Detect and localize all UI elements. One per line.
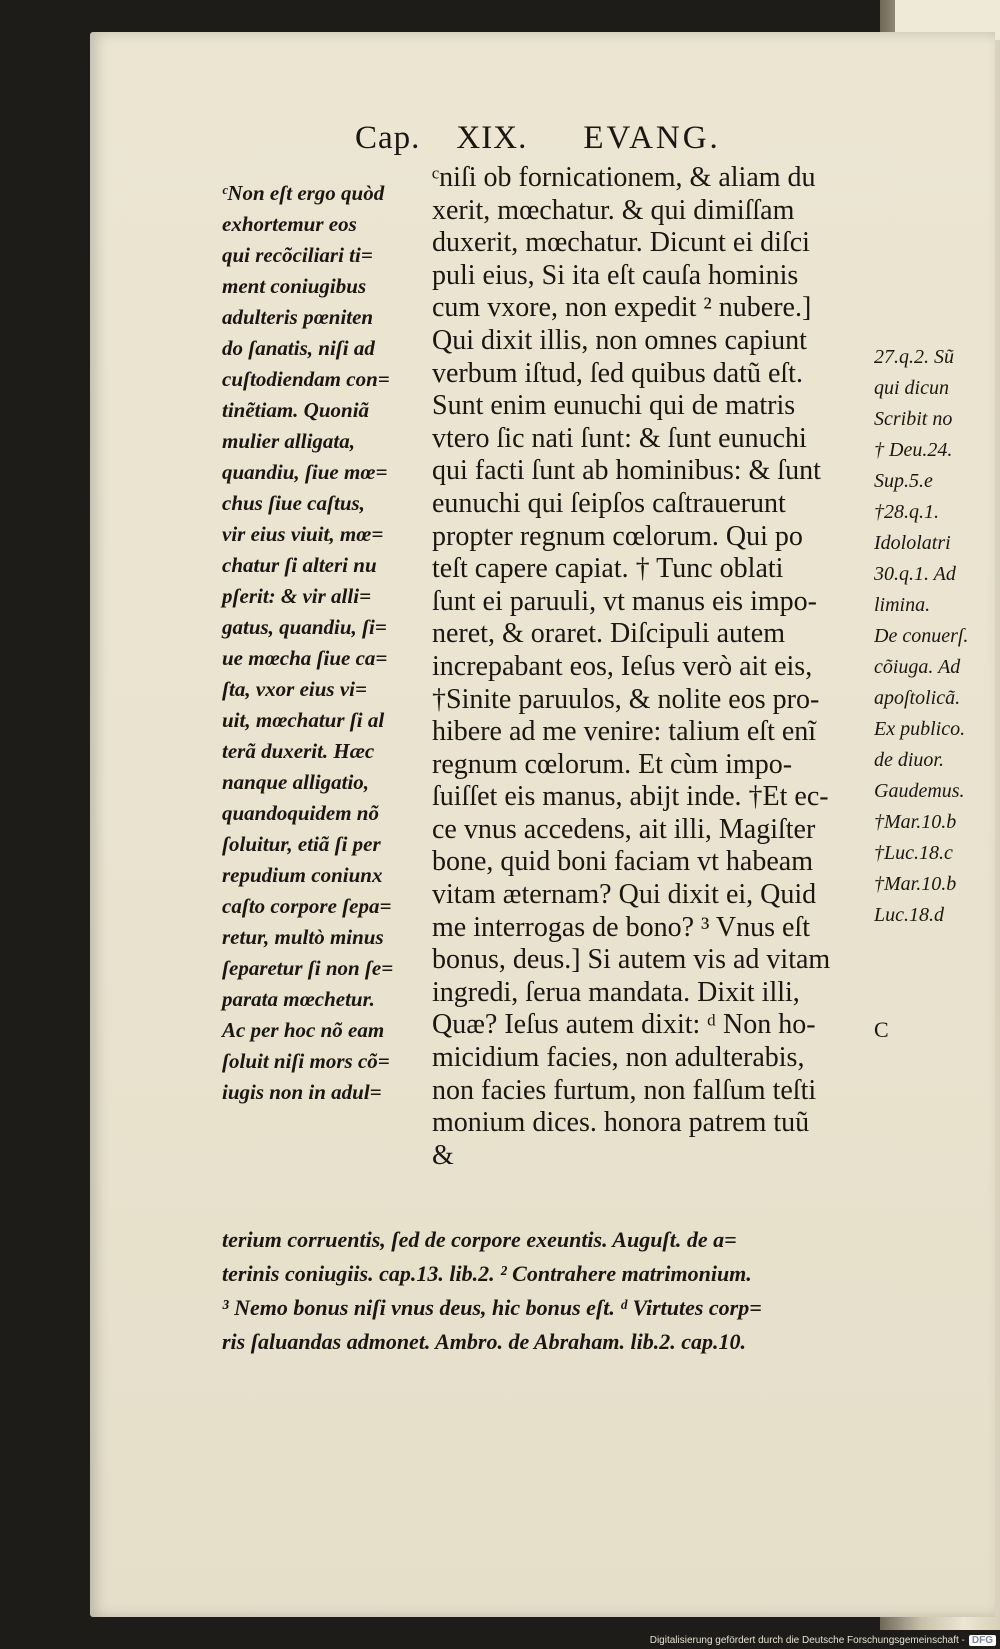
main-text-line: hibere ad me venire: talium eſt enĩ <box>432 716 817 748</box>
gloss-line: tinẽtiam. Quoniã <box>222 398 370 422</box>
margin-reference: †Mar.10.b <box>874 873 957 895</box>
gloss-line: gatus, quandiu, ſi= <box>222 615 387 639</box>
main-text-line: monium dices. honora patrem tuũ <box>432 1107 810 1139</box>
gloss-line: ſta, vxor eius vi= <box>222 677 367 701</box>
main-text-line: vitam æternam? Qui dixit ei, Quid <box>432 879 817 911</box>
footnote-line: terium corruentis, ſed de corpore exeuntis. Auguſt. de a= <box>222 1227 737 1252</box>
main-text-column <box>432 162 872 1172</box>
dfg-logo: DFG <box>969 1635 996 1646</box>
gloss-line: mulier alligata, <box>222 429 356 453</box>
gloss-line: ment coniugibus <box>222 274 367 298</box>
margin-reference: †Luc.18.c <box>874 842 953 864</box>
margin-reference: 27.q.2. Sũ <box>874 346 954 368</box>
main-text-line: propter regnum cœlorum. Qui po <box>432 520 803 552</box>
main-text-line: Qui dixit illis, non omnes capiunt <box>432 324 807 356</box>
gloss-line: ſoluit niſi mors cõ= <box>222 1049 390 1073</box>
main-text-line: bone, quid boni faciam vt habeam <box>432 846 813 878</box>
header-number: XIX. <box>456 120 528 156</box>
main-text-line: non facies furtum, non falſum teſti <box>432 1074 817 1106</box>
gloss-line: terã duxerit. Hæc <box>222 739 375 763</box>
footnote-line: ris ſaluandas admonet. Ambro. de Abraham. lib.2. cap.10. <box>222 1329 746 1354</box>
margin-reference: Idololatri <box>874 532 951 554</box>
gloss-line: chus ſiue caſtus, <box>222 491 365 515</box>
gloss-line: do ſanatis, niſi ad <box>222 336 375 360</box>
gloss-line: uit, mœchatur ſi al <box>222 708 385 732</box>
margin-reference: apoſtolicã. <box>874 687 961 709</box>
gloss-line: caſto corpore ſepa= <box>222 894 392 918</box>
header-chapter: Cap. <box>355 120 421 156</box>
gloss-line: retur, multò minus <box>222 925 384 949</box>
gloss-line: parata mœchetur. <box>222 987 375 1011</box>
main-text-line: ingredi, ſerua mandata. Dixit illi, <box>432 976 800 1008</box>
main-text-line: puli eius, Si ita eſt cauſa hominis <box>432 259 799 291</box>
main-text-line: micidium facies, non adulterabis, <box>432 1042 805 1074</box>
main-text-line: xerit, mœchatur. & qui dimiſſam <box>432 194 795 226</box>
main-text-line: †Sinite paruulos, & nolite eos pro- <box>432 683 820 715</box>
main-text-line: teſt capere capiat. † Tunc oblati <box>432 553 784 585</box>
gloss-line: vir eius viuit, mœ= <box>222 522 384 546</box>
margin-reference: Luc.18.d <box>874 904 944 926</box>
section-marker: C <box>874 1017 889 1042</box>
main-text-line: me interrogas de bono? ³ Vnus eſt <box>432 911 811 943</box>
gloss-line: quandiu, ſiue mœ= <box>222 460 388 484</box>
main-text-line: increpabant eos, Ieſus verò ait eis, <box>432 650 813 682</box>
main-text-line: bonus, deus.] Si autem vis ad vitam <box>432 944 831 976</box>
main-text-line: qui facti ſunt ab hominibus: & ſunt <box>432 455 821 487</box>
margin-reference: †28.q.1. <box>874 501 939 523</box>
gloss-line: qui recõciliari ti= <box>222 243 373 267</box>
footnote-line: ³ Nemo bonus niſi vnus deus, hic bonus eſt. ᵈ Virtutes corp= <box>222 1295 762 1320</box>
gloss-line: iugis non in adul= <box>222 1080 382 1104</box>
gloss-line: ſeparetur ſi non ſe= <box>222 956 394 980</box>
footnotes <box>222 1223 882 1359</box>
main-text-line: neret, & oraret. Diſcipuli autem <box>432 618 785 650</box>
main-text-line: eunuchi qui ſeipſos caſtrauerunt <box>432 487 786 519</box>
digitization-footer <box>650 1635 996 1646</box>
margin-reference: † Deu.24. <box>874 439 953 461</box>
margin-reference: cõiuga. Ad <box>874 656 961 678</box>
gloss-line: ſoluitur, etiã ſi per <box>222 832 381 856</box>
gloss-line: quandoquidem nõ <box>222 801 379 825</box>
header-title: EVANG. <box>583 120 721 156</box>
main-text-line: ce vnus accedens, ait illi, Magiſter <box>432 813 816 845</box>
gloss-line: pſerit: & vir alli= <box>222 584 372 608</box>
gloss-line: repudium coniunx <box>222 863 383 887</box>
margin-reference: 30.q.1. Ad <box>874 563 956 585</box>
main-text-line: vtero ſic nati ſunt: & ſunt eunuchi <box>432 422 807 454</box>
gloss-line: ue mœcha ſiue ca= <box>222 646 388 670</box>
main-text-line: verbum iſtud, ſed quibus datũ eſt. <box>432 357 803 389</box>
main-text-line: ſunt ei paruuli, vt manus eis impo- <box>432 585 817 617</box>
margin-reference: Ex publico. <box>874 718 966 740</box>
main-text-line: & <box>432 1139 454 1171</box>
margin-references <box>874 342 994 931</box>
margin-reference: †Mar.10.b <box>874 811 957 833</box>
main-text-line: Sunt enim eunuchi qui de matris <box>432 390 796 422</box>
main-text-line: ſuiſſet eis manus, abijt inde. †Et ec- <box>432 781 829 813</box>
gloss-column <box>222 178 422 1108</box>
main-text-line: cum vxore, non expedit ² nubere.] <box>432 292 812 324</box>
main-text-line: ᶜniſi ob fornicationem, & aliam du <box>432 162 816 193</box>
footnote-line: terinis coniugiis. cap.13. lib.2. ² Contrahere matrimonium. <box>222 1261 752 1286</box>
margin-reference: De conuerſ. <box>874 625 969 647</box>
main-text-line: Quæ? Ieſus autem dixit: ᵈ Non ho- <box>432 1009 816 1041</box>
margin-reference: de diuor. <box>874 749 944 771</box>
gloss-line: nanque alligatio, <box>222 770 370 794</box>
gloss-line: chatur ſi alteri nu <box>222 553 377 577</box>
margin-reference: Scribit no <box>874 408 953 430</box>
margin-reference: Sup.5.e <box>874 470 933 492</box>
gloss-line: exhortemur eos <box>222 212 357 236</box>
footer-credit: Digitalisierung gefördert durch die Deutsche Forschungsgemeinschaft - <box>649 1635 965 1646</box>
margin-reference: Gaudemus. <box>874 780 965 802</box>
margin-reference: qui dicun <box>874 377 949 399</box>
gloss-line: ᶜNon eſt ergo quòd <box>222 181 385 205</box>
main-text-line: regnum cœlorum. Et cùm impo- <box>432 748 793 780</box>
gloss-line: Ac per hoc nõ eam <box>222 1018 385 1042</box>
gloss-line: cuſtodiendam con= <box>222 367 390 391</box>
margin-reference: limina. <box>874 594 931 616</box>
gloss-line: adulteris pœniten <box>222 305 374 329</box>
main-text-line: duxerit, mœchatur. Dicunt ei diſci <box>432 227 810 259</box>
